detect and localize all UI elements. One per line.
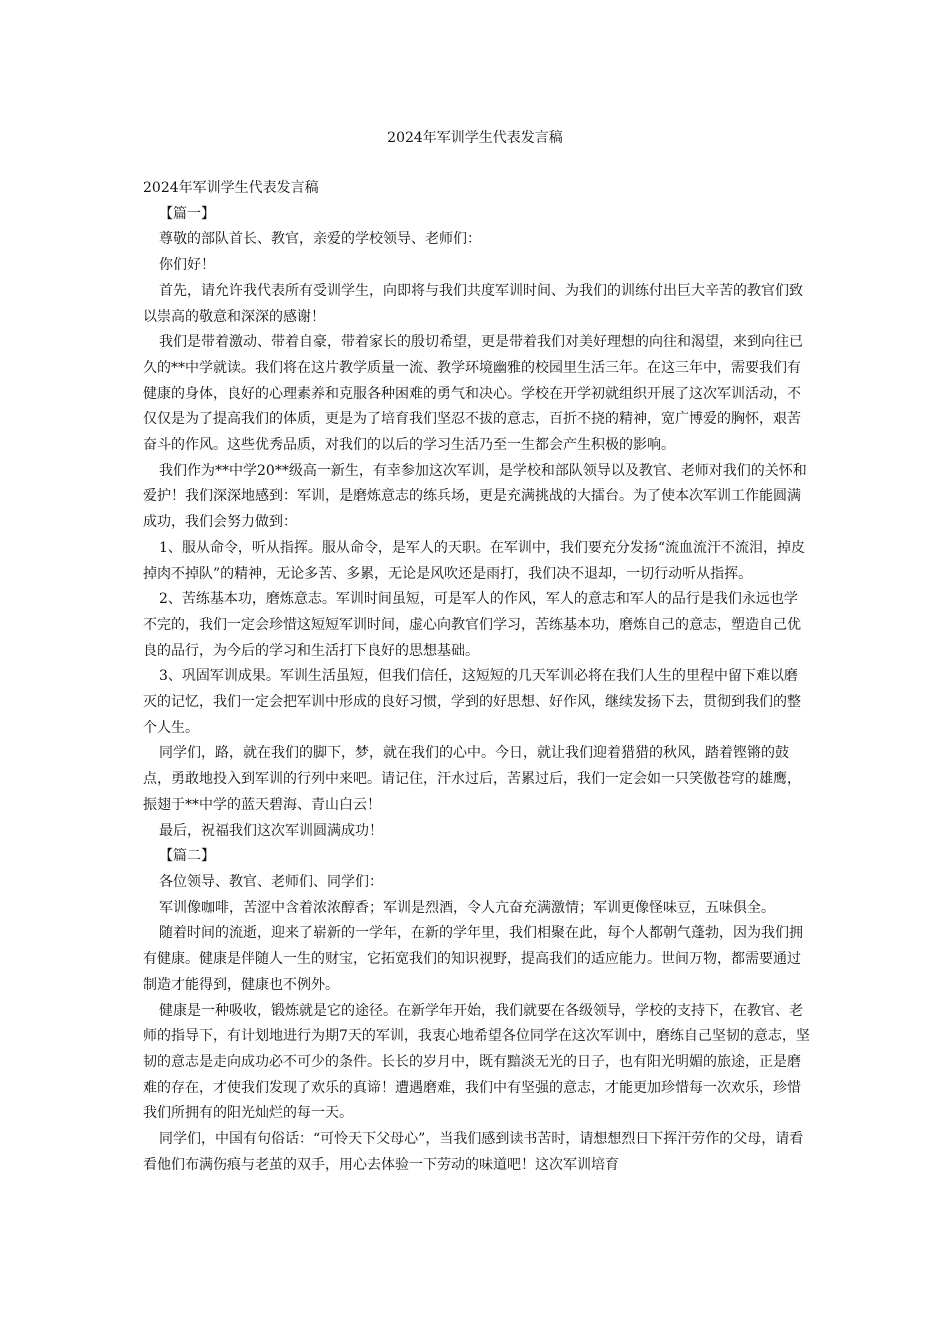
body-paragraph: 军训像咖啡，苦涩中含着浓浓醇香；军训是烈酒，令人亢奋充满激情；军训更像怪味豆，五味俱全。 <box>159 899 775 916</box>
document-title: 2024年军训学生代表发言稿 <box>387 130 563 146</box>
salutation: 尊敬的部队首长、教官，亲爱的学校领导、老师们： <box>159 231 481 248</box>
section-heading: 【篇二】 <box>159 848 215 865</box>
document-subtitle: 2024年军训学生代表发言稿 <box>143 180 319 196</box>
body-paragraph: 随着时间的流逝，迎来了崭新的一学年，在新的学年里，我们相聚在此，每个人都朝气蓬勃，因为我们拥有健康。健康是伴随人一生的财宝，它拓宽我们的知识视野，提高我们的适应能力。世间万物，都需要通过制造才能得到，健康也不例外。 <box>143 925 803 993</box>
body-paragraph: 2、苦练基本功，磨炼意志。军训时间虽短，可是军人的作风，军人的意志和军人的品行是我们永远也学不完的，我们一定会珍惜这短短军训时间，虚心向教官们学习，苦练基本功，磨炼自己的意志，塑造自己优良的品行，为今后的学习和生活打下良好的思想基础。 <box>143 591 801 659</box>
section-heading: 【篇一】 <box>159 205 215 222</box>
body-paragraph: 我们是带着激动、带着自豪，带着家长的殷切希望，更是带着我们对美好理想的向往和渴望，来到向往已久的**中学就读。我们将在这片教学质量一流、教学环境幽雅的校园里生活三年。在这三年中，需要我们有健康的身体，良好的心理素养和克服各种困难的勇气和决心。学校在开学初就组织开展了这次军训活动，不仅仅是为了提高我们的体质，更是为了培育我们坚忍不拔的意志，百折不挠的精神，宽广博爱的胸怀，艰苦奋斗的作风。这些优秀品质，对我们的以后的学习生活乃至一生都会产生积极的影响。 <box>143 334 803 454</box>
body-paragraph: 最后，祝福我们这次军训圆满成功！ <box>159 822 383 839</box>
body-paragraph: 健康是一种吸收，锻炼就是它的途径。在新学年开始，我们就要在各级领导，学校的支持下，在教官、老师的指导下，有计划地进行为期7天的军训，我衷心地希望各位同学在这次军训中，磨练自己坚韧的意志，坚韧的意志是走向成功必不可少的条件。长长的岁月中，既有黯淡无光的日子，也有阳光明媚的旅途，正是磨难的存在，才使我们发现了欢乐的真谛！遭遇磨难，我们中有坚强的意志，才能更加珍惜每一次欢乐，珍惜我们所拥有的阳光灿烂的每一天。 <box>143 1002 810 1122</box>
body-paragraph: 同学们，中国有句俗话：“可怜天下父母心”，当我们感到读书苦时，请想想烈日下挥汗劳作的父母，请看看他们布满伤痕与老茧的双手，用心去体验一下劳动的味道吧！这次军训培育 <box>143 1131 804 1173</box>
body-paragraph: 1、服从命令，听从指挥。服从命令，是军人的天职。在军训中，我们要充分发扬“流血流汗不流泪，掉皮掉肉不掉队”的精神，无论多苦、多累，无论是风吹还是雨打，我们决不退却，一切行动听从指挥。 <box>143 539 806 582</box>
body-paragraph: 我们作为**中学20**级高一新生，有幸参加这次军训，是学校和部队领导以及教官、老师对我们的关怀和爱护！我们深深地感到：军训，是磨炼意志的练兵场，更是充满挑战的大擂台。为了使本次军训工作能圆满成功，我们会努力做到： <box>143 462 807 531</box>
document-body <box>143 176 810 1178</box>
body-paragraph: 同学们，路，就在我们的脚下，梦，就在我们的心中。今日，就让我们迎着猎猎的秋风，踏着铿锵的鼓点，勇敢地投入到军训的行列中来吧。请记住，汗水过后，苦累过后，我们一定会如一只笑傲苍穹的雄鹰，振翅于**中学的蓝天碧海、青山白云！ <box>143 745 801 813</box>
salutation: 各位领导、教官、老师们、同学们： <box>159 873 383 890</box>
body-paragraph: 3、巩固军训成果。军训生活虽短，但我们信任，这短短的几天军训必将在我们人生的里程中留下难以磨灭的记忆，我们一定会把军训中形成的良好习惯，学到的好思想、好作风，继续发扬下去，贯彻到我们的整个人生。 <box>143 668 801 736</box>
body-paragraph: 首先，请允许我代表所有受训学生，向即将与我们共度军训时间、为我们的训练付出巨大辛苦的教官们致以崇高的敬意和深深的感谢！ <box>143 282 803 325</box>
greeting: 你们好！ <box>159 257 215 274</box>
